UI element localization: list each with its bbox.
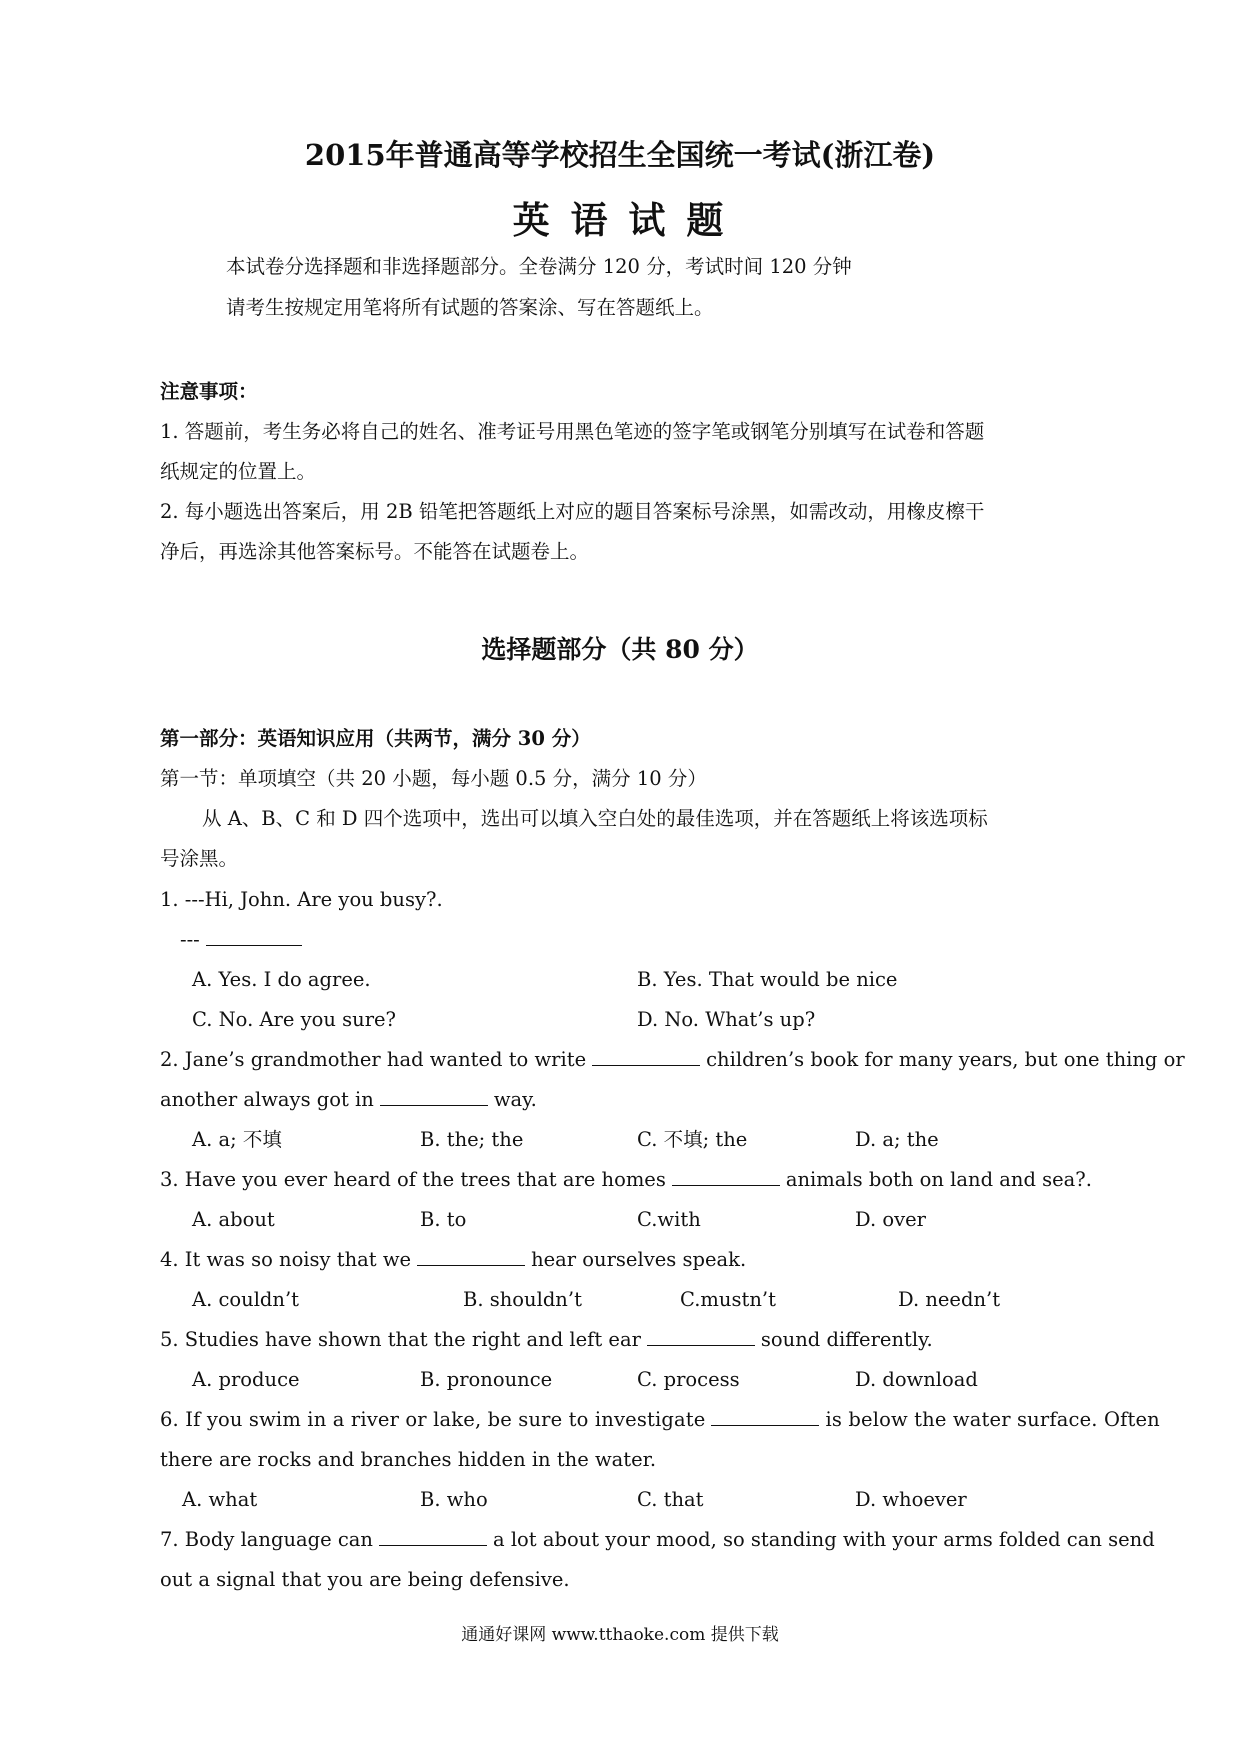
question-6-option-c: C. that [637, 1488, 704, 1511]
intro-line-2: 请考生按规定用笔将所有试题的答案涂、写在答题纸上。 [226, 296, 714, 319]
stem-part-2: children’s book for many years, but one thing or [706, 1048, 1185, 1071]
subsection-heading: 第一节：单项填空（共 20 小题，每小题 0.5 分，满分 10 分） [160, 767, 707, 790]
answer-blank [206, 931, 302, 946]
question-3-stem [160, 1168, 1092, 1192]
answer-blank [417, 1251, 525, 1266]
question-5-option-a: A. produce [192, 1368, 300, 1391]
stem-part-1: 2. Jane’s grandmother had wanted to write [160, 1048, 587, 1071]
question-4-option-b: B. shouldn’t [463, 1288, 582, 1311]
stem-part-1: 6. If you swim in a river or lake, be sure to investigate [160, 1408, 706, 1431]
question-2-stem [160, 1048, 1185, 1072]
answer-blank [379, 1531, 487, 1546]
exam-subtitle: 英 语 试 题 [512, 198, 728, 242]
question-1-option-d: D. No. What’s up? [637, 1008, 816, 1031]
question-5-stem [160, 1328, 933, 1352]
question-3-option-d: D. over [855, 1208, 926, 1231]
answer-blank [672, 1171, 780, 1186]
answer-blank [647, 1331, 755, 1346]
notice-line-1: 1. 答题前，考生务必将自己的姓名、准考证号用黑色笔迹的签字笔或钢笔分别填写在试卷和答题 [160, 420, 985, 443]
part-heading: 第一部分：英语知识应用（共两节，满分 30 分） [160, 727, 591, 750]
question-4-option-c: C.mustn’t [680, 1288, 776, 1311]
notice-line-4: 净后，再选涂其他答案标号。不能答在试题卷上。 [160, 540, 590, 563]
intro-line-1: 本试卷分选择题和非选择题部分。全卷满分 120 分，考试时间 120 分钟 [226, 255, 852, 278]
question-2-stem-line-2 [160, 1088, 537, 1112]
question-3-option-b: B. to [420, 1208, 467, 1231]
stem-part-1: 5. Studies have shown that the right and left ear [160, 1328, 641, 1351]
question-2-option-d: D. a; the [855, 1128, 939, 1151]
question-2-option-c: C. 不填; the [637, 1128, 748, 1151]
question-7-stem-line-2: out a signal that you are being defensive. [160, 1568, 570, 1591]
instructions-line-1: 从 A、B、C 和 D 四个选项中，选出可以填入空白处的最佳选项，并在答题纸上将该选项标 [202, 807, 988, 830]
question-2-option-b: B. the; the [420, 1128, 524, 1151]
question-1-option-c: C. No. Are you sure? [192, 1008, 397, 1031]
answer-blank [711, 1411, 819, 1426]
question-4-stem [160, 1248, 746, 1272]
question-5-option-d: D. download [855, 1368, 978, 1391]
answer-blank [592, 1051, 700, 1066]
stem-part-2: animals both on land and sea?. [785, 1168, 1092, 1191]
question-1-option-b: B. Yes. That would be nice [637, 968, 898, 991]
question-1-option-a: A. Yes. I do agree. [192, 968, 371, 991]
question-3-option-a: A. about [192, 1208, 275, 1231]
question-6-option-a: A. what [182, 1488, 258, 1511]
stem-part-1: 4. It was so noisy that we [160, 1248, 412, 1271]
notice-line-3: 2. 每小题选出答案后，用 2B 铅笔把答题纸上对应的题目答案标号涂黑，如需改动，用橡皮檫干 [160, 500, 985, 523]
answer-blank [380, 1091, 488, 1106]
question-6-option-b: B. who [420, 1488, 488, 1511]
question-4-option-a: A. couldn’t [192, 1288, 300, 1311]
question-3-option-c: C.with [637, 1208, 701, 1231]
question-2-option-a: A. a; 不填 [192, 1128, 282, 1151]
question-5-option-c: C. process [637, 1368, 740, 1391]
footer-source: 通通好课网 www.tthaoke.com 提供下载 [461, 1625, 779, 1645]
reply-dashes: --- [180, 928, 200, 951]
notice-line-2: 纸规定的位置上。 [160, 460, 317, 483]
stem-part-2: sound differently. [760, 1328, 933, 1351]
stem-part-2: is below the water surface. Often [825, 1408, 1160, 1431]
instructions-line-2: 号涂黑。 [160, 847, 239, 870]
question-1-stem: 1. ---Hi, John. Are you busy?. [160, 888, 443, 911]
stem-part-3: another always got in [160, 1088, 374, 1111]
question-4-option-d: D. needn’t [898, 1288, 1001, 1311]
stem-part-4: way. [493, 1088, 537, 1111]
question-1-reply [180, 928, 308, 952]
section-title: 选择题部分（共 80 分） [481, 635, 759, 664]
question-7-stem [160, 1528, 1155, 1552]
stem-part-2: hear ourselves speak. [531, 1248, 747, 1271]
question-6-option-d: D. whoever [855, 1488, 967, 1511]
stem-part-2: a lot about your mood, so standing with your arms folded can send [493, 1528, 1155, 1551]
stem-part-1: 3. Have you ever heard of the trees that are homes [160, 1168, 666, 1191]
question-6-stem-line-2: there are rocks and branches hidden in the water. [160, 1448, 657, 1471]
notice-heading: 注意事项： [160, 380, 258, 403]
exam-title: 2015年普通高等学校招生全国统一考试(浙江卷) [304, 138, 936, 172]
stem-part-1: 7. Body language can [160, 1528, 373, 1551]
question-5-option-b: B. pronounce [420, 1368, 553, 1391]
question-6-stem [160, 1408, 1160, 1432]
